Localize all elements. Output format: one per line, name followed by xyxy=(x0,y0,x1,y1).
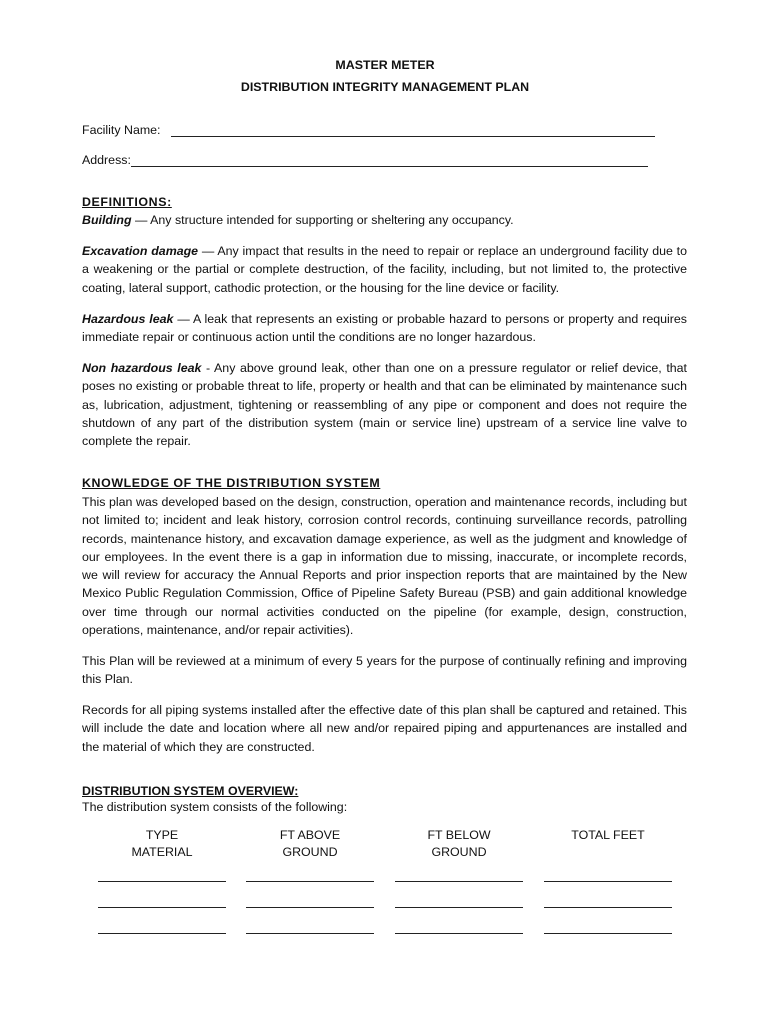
definition-non-hazardous-leak: Non hazardous leak - Any above ground leak, other than one on a pressure regulator or relief device, that poses no existing or probable threat to life, property or health and that can be eliminated by maintenance such as, lubrication, adjustment, tightening or reassembling of any pipe or component and does not require the shutdown of any part of the distribution system (main or service line) upstream of a service line valve to complete the repair. xyxy=(82,361,687,449)
definition-text: A leak that represents an existing or probable hazard to persons or property and requires immediate repair or continuous action until the conditions are no longer hazardous. xyxy=(82,312,688,345)
document-subtitle: DISTRIBUTION INTEGRITY MANAGEMENT PLAN xyxy=(240,80,530,94)
ft-below-ground-blank[interactable] xyxy=(395,933,523,934)
address-label: Address: xyxy=(82,153,131,167)
knowledge-paragraph-3: Records for all piping systems installed after the effective date of this plan shall be captured and retained. This will include the date and location where all new and/or repaired piping and appurtenances are installed and the material of which they are constructed. xyxy=(82,703,687,754)
total-feet-blank[interactable] xyxy=(544,933,672,934)
type-material-blank[interactable] xyxy=(98,907,226,908)
overview-intro: The distribution system consists of the following: xyxy=(82,800,348,814)
knowledge-paragraph-1: This plan was developed based on the design, construction, operation and maintenance records, including but not limited to; incident and leak history, corrosion control records, continuing surveillance records, patrolling records, maintenance history, and excavation damage experience, as well as the judgment and knowledge of our employees. In the event there is a gap in information due to missing, inaccurate, or incomplete records, we will review for accuracy the Annual Reports and prior inspection reports that are maintained by the New Mexico Public Regulation Commission, Office of Pipeline Safety Bureau (PSB) and gain additional knowledge over time through our normal activities conducted on the pipeline (for example, design, construction, operations, maintenance, and/or repair activities). xyxy=(82,495,687,638)
definition-excavation-damage: Excavation damage — Any impact that results in the need to repair or replace an underground facility due to a weakening or the partial or complete destruction, of the facility, including, but not limited to, the protective coating, lateral support, cathodic protection, or the housing for the line device or facility. xyxy=(82,244,687,295)
ft-above-ground-blank[interactable] xyxy=(246,881,374,882)
knowledge-paragraph-2: This Plan will be reviewed at a minimum of every 5 years for the purpose of continually refining and improving this Plan. xyxy=(82,654,687,687)
ft-below-ground-blank[interactable] xyxy=(395,881,523,882)
definition-building: Building — Any structure intended for supporting or sheltering any occupancy. xyxy=(82,213,514,227)
column-header-ft-below-ground: FT BELOW GROUND xyxy=(427,828,491,859)
ft-above-ground-blank[interactable] xyxy=(246,907,374,908)
facility-name-field xyxy=(82,123,655,137)
definition-term: Hazardous leak xyxy=(82,312,174,326)
address-input-line[interactable] xyxy=(131,154,648,167)
definitions-heading: DEFINITIONS: xyxy=(82,195,172,209)
facility-name-label: Facility Name: xyxy=(82,123,161,137)
column-header-type-material: TYPE MATERIAL xyxy=(131,828,193,859)
overview-heading: DISTRIBUTION SYSTEM OVERVIEW: xyxy=(82,784,299,798)
definition-term: Building xyxy=(82,213,132,227)
definition-hazardous-leak: Hazardous leak — A leak that represents an existing or probable hazard to persons or property and requires immediate repair or continuous action until the conditions are no longer hazardous. xyxy=(82,312,688,345)
column-header-total-feet: TOTAL FEET xyxy=(571,828,645,842)
total-feet-blank[interactable] xyxy=(544,907,672,908)
definition-text: Any impact that results in the need to repair or replace an underground facility due to a weakening or the partial or complete destruction, of the facility, including, but not limited to, the protective coating, lateral support, cathodic protection, or the housing for the line device or facility. xyxy=(82,244,687,295)
definition-text: Any structure intended for supporting or sheltering any occupancy. xyxy=(150,213,514,227)
type-material-blank[interactable] xyxy=(98,933,226,934)
definition-text: Any above ground leak, other than one on a pressure regulator or relief device, that poses no existing or probable threat to life, property or health and that can be eliminated by maintenance such as, lubrication, adjustment, tightening or reassembling of any pipe or component and does not require the shutdown of any part of the distribution system (main or service line) upstream of a service line valve to complete the repair. xyxy=(82,361,687,449)
knowledge-heading: KNOWLEDGE OF THE DISTRIBUTION SYSTEM xyxy=(82,476,381,490)
document-title: MASTER METER xyxy=(335,58,435,72)
definition-term: Non hazardous leak xyxy=(82,361,202,375)
facility-name-input-line[interactable] xyxy=(171,124,655,137)
definition-term: Excavation damage xyxy=(82,244,199,258)
ft-above-ground-blank[interactable] xyxy=(246,933,374,934)
address-field xyxy=(82,153,648,167)
column-header-ft-above-ground: FT ABOVE GROUND xyxy=(279,828,341,859)
total-feet-blank[interactable] xyxy=(544,881,672,882)
ft-below-ground-blank[interactable] xyxy=(395,907,523,908)
type-material-blank[interactable] xyxy=(98,881,226,882)
